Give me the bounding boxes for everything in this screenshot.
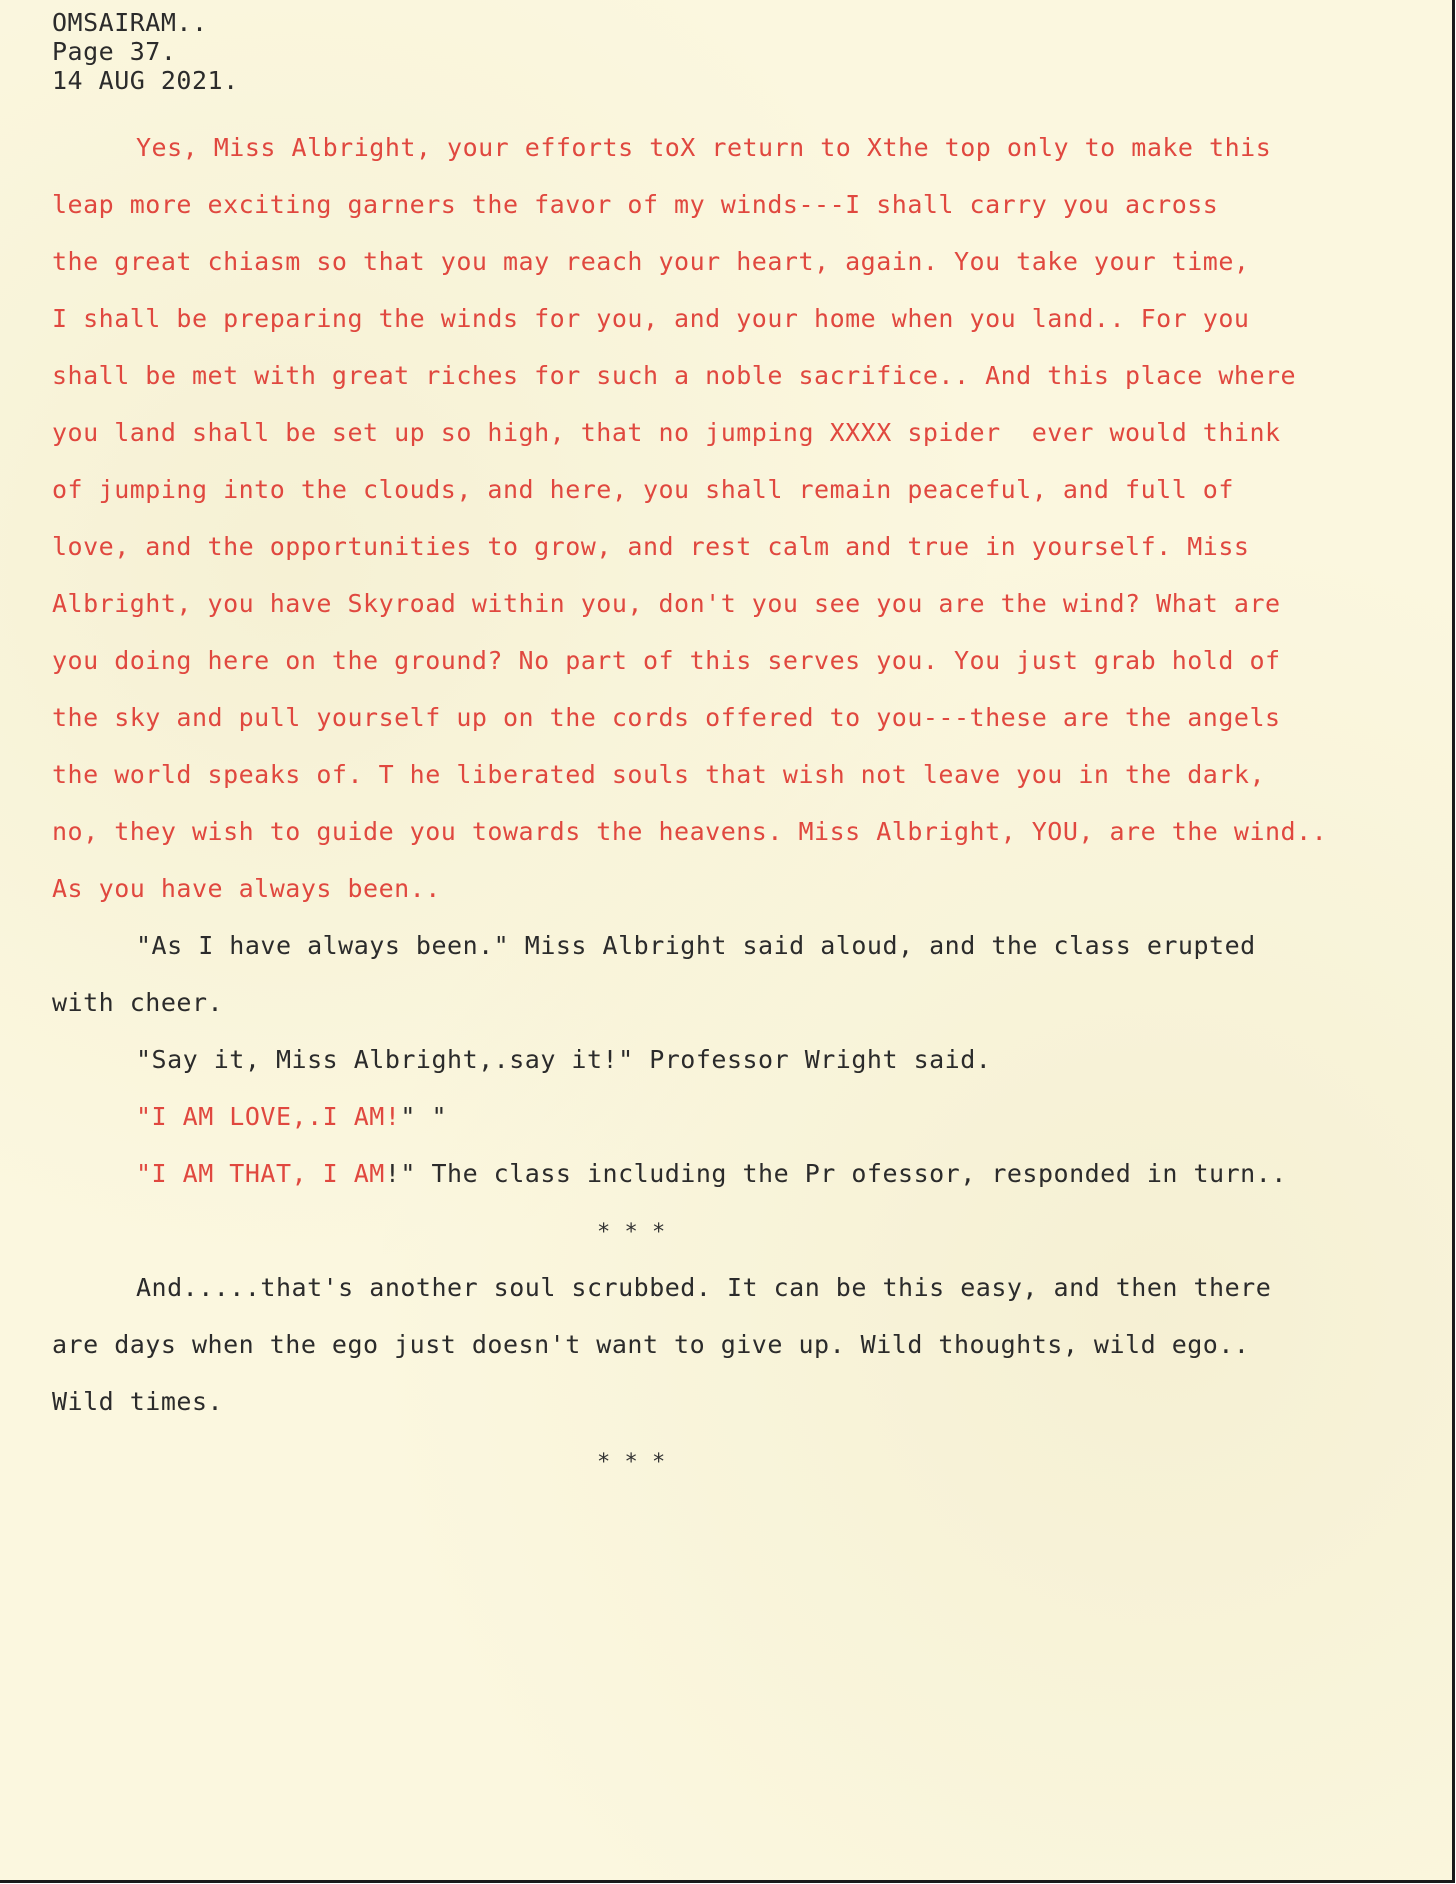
- text-line: no, they wish to guide you towards the heavens. Miss Albright, YOU, are the wind..: [52, 817, 1328, 846]
- section-separator: * * *: [597, 1450, 666, 1475]
- closing-line: And.....that's another soul scrubbed. It can be this easy, and then there: [136, 1273, 1272, 1302]
- text-line: you land shall be set up so high, that no jumping XXXX spider ever would think: [52, 418, 1281, 447]
- text-line: the sky and pull yourself up on the cords offered to you---these are the angels: [52, 703, 1281, 732]
- text-line: I shall be preparing the winds for you, and your home when you land.. For you: [52, 304, 1250, 333]
- dialogue-line-mixed: [52, 1146, 1287, 1202]
- text-line: Yes, Miss Albright, your efforts toX return to Xthe top only to make this: [136, 133, 1272, 162]
- text-line: of jumping into the clouds, and here, you shall remain peaceful, and full of: [52, 475, 1234, 504]
- closing-line: are days when the ego just doesn't want to give up. Wild thoughts, wild ego..: [52, 1330, 1250, 1359]
- text-line: Albright, you have Skyroad within you, don't you see you are the wind? What are: [52, 589, 1281, 618]
- text-line: shall be met with great riches for such a noble sacrifice.. And this place where: [52, 361, 1297, 390]
- black-text: " ": [400, 1102, 448, 1131]
- dialogue-line: "As I have always been." Miss Albright said aloud, and the class erupted: [136, 931, 1256, 960]
- header-line-1: OMSAIRAM..: [52, 8, 208, 37]
- dialogue-line: with cheer.: [52, 988, 224, 1017]
- text-line: As you have always been..: [52, 874, 441, 903]
- text-line: leap more exciting garners the favor of my winds---I shall carry you across: [52, 190, 1219, 219]
- dialogue-line: "Say it, Miss Albright,.say it!" Professor Wright said.: [136, 1045, 992, 1074]
- dialogue-line-mixed: [52, 1089, 447, 1145]
- closing-line: Wild times.: [52, 1387, 224, 1416]
- black-text: !" The class including the Pr ofessor, responded in turn..: [384, 1159, 1287, 1188]
- red-text: "I AM THAT, I AM: [136, 1159, 385, 1188]
- text-line: love, and the opportunities to grow, and rest calm and true in yourself. Miss: [52, 532, 1250, 561]
- text-line: you doing here on the ground? No part of this serves you. You just grab hold of: [52, 646, 1281, 675]
- red-text: "I AM LOVE,.I AM!: [136, 1102, 401, 1131]
- header-date: 14 AUG 2021.: [52, 66, 239, 95]
- section-separator: * * *: [597, 1220, 666, 1245]
- text-line: the world speaks of. T he liberated souls that wish not leave you in the dark,: [52, 760, 1265, 789]
- text-line: the great chiasm so that you may reach your heart, again. You take your time,: [52, 247, 1250, 276]
- page-header: [52, 8, 239, 95]
- header-page-number: Page 37.: [52, 37, 177, 66]
